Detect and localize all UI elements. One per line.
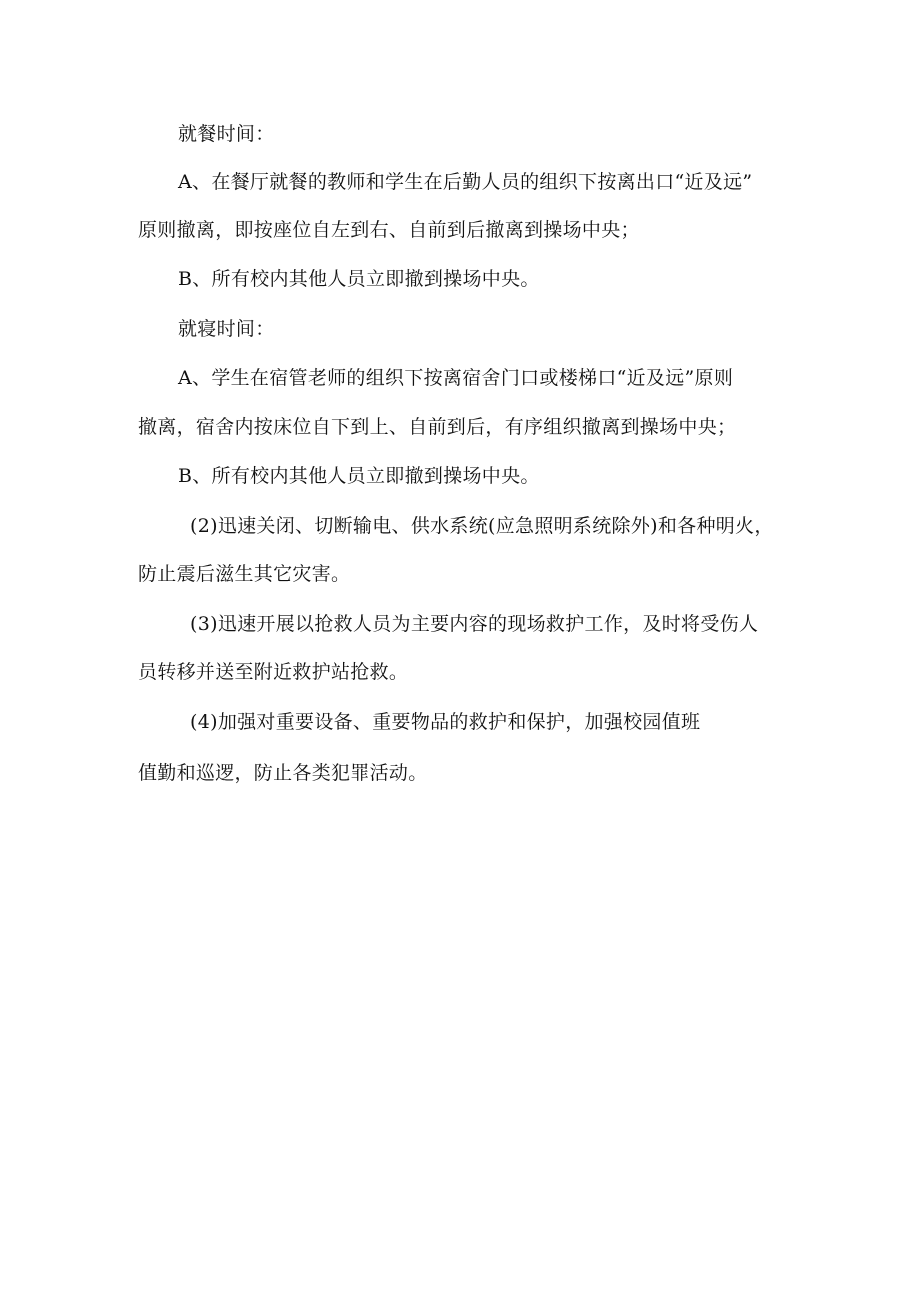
paragraph-line: B、所有校内其他人员立即撤到操场中央。	[178, 465, 540, 487]
paragraph-line: (4)加强对重要设备、重要物品的救护和保护，加强校园值班	[190, 711, 701, 733]
paragraph-line: 原则撤离，即按座位自左到右、自前到后撤离到操场中央；	[138, 219, 640, 241]
paragraph-line: (2)迅速关闭、切断输电、供水系统(应急照明系统除外)和各种明火，	[190, 515, 774, 537]
paragraph-line: (3)迅速开展以抢救人员为主要内容的现场救护工作，及时将受伤人	[190, 613, 759, 635]
heading-sleep-time: 就寝时间：	[178, 318, 275, 340]
paragraph-line: 员转移并送至附近救护站抢救。	[138, 661, 409, 683]
paragraph-line: 值勤和巡逻，防止各类犯罪活动。	[138, 762, 428, 784]
heading-meal-time: 就餐时间：	[178, 123, 275, 145]
paragraph-line: 防止震后滋生其它灾害。	[138, 563, 351, 585]
paragraph-line: A、在餐厅就餐的教师和学生在后勤人员的组织下按离出口“近及远”	[178, 171, 753, 193]
paragraph-line: B、所有校内其他人员立即撤到操场中央。	[178, 268, 540, 290]
paragraph-line: A、学生在宿管老师的组织下按离宿舍门口或楼梯口“近及远”原则	[178, 367, 734, 389]
paragraph-line: 撤离，宿舍内按床位自下到上、自前到后，有序组织撤离到操场中央；	[138, 416, 737, 438]
